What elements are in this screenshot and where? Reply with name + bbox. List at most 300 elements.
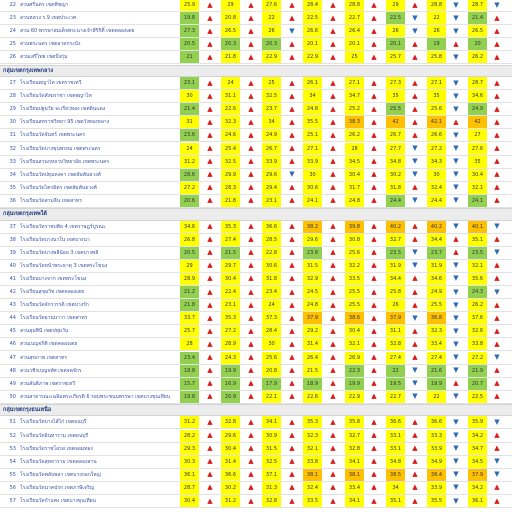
trend-up-icon: ▲	[330, 117, 336, 126]
trend-up-icon: ▲	[371, 144, 377, 153]
trend-down-icon: ▼	[453, 183, 459, 192]
pm25-value-cell: 22.7	[386, 391, 405, 403]
pm25-value-cell: 33.9	[303, 156, 322, 168]
trend-up-icon: ▲	[494, 144, 500, 153]
trend-up-icon: ▲	[207, 235, 213, 244]
trend-up-icon: ▲	[330, 26, 336, 35]
trend-up-icon: ▲	[248, 366, 254, 375]
trend-down-icon: ▼	[453, 196, 459, 205]
trend-up-icon: ▲	[494, 157, 500, 166]
trend-up-icon: ▲	[494, 444, 500, 453]
pm25-value-cell: 26.7	[386, 129, 405, 141]
pm25-value-cell: 31.4	[221, 456, 240, 468]
table-row	[0, 51, 512, 64]
station-name: โรงเรียนวัดจันทร์ เขตพระนคร	[20, 132, 86, 139]
pm25-value-cell: 32.8	[221, 416, 240, 428]
pm25-value-cell: 24	[180, 143, 199, 155]
trend-up-icon: ▲	[289, 91, 295, 100]
station-name: สวน 60 พรรษาสมเด็จพระนางเจ้าสิริกิติ์ เขตคลองเตย	[20, 28, 135, 35]
trend-up-icon: ▲	[330, 39, 336, 48]
trend-up-icon: ▲	[494, 183, 500, 192]
pm25-value-cell: 38.1	[303, 469, 322, 481]
pm25-value-cell: 22	[386, 365, 405, 377]
table-row	[0, 378, 512, 391]
station-name: โรงเรียนวัดจักรวรรดิ เขตบางรัก	[20, 302, 89, 309]
pm25-value-cell: 26	[427, 25, 446, 37]
pm25-value-cell: 28.8	[345, 0, 364, 11]
trend-up-icon: ▲	[248, 353, 254, 362]
table-row	[0, 430, 512, 443]
pm25-value-cell: 24.1	[468, 195, 487, 207]
pm25-value-cell: 25.9	[180, 0, 199, 11]
pm25-value-cell: 23.4	[180, 352, 199, 364]
trend-up-icon: ▲	[289, 13, 295, 22]
pm25-value-cell: 34	[303, 90, 322, 102]
trend-up-icon: ▲	[207, 117, 213, 126]
pm25-value-cell: 21.8	[180, 299, 199, 311]
trend-up-icon: ▲	[289, 274, 295, 283]
pm25-value-cell: 33.1	[386, 430, 405, 442]
pm25-value-cell: 28.7	[180, 482, 199, 494]
pm25-value-cell: 34.7	[345, 90, 364, 102]
station-number: 25	[9, 41, 16, 48]
table-row	[0, 234, 512, 247]
station-number: 28	[9, 93, 16, 100]
pm25-value-cell: 35.1	[468, 234, 487, 246]
pm25-value-cell: 34.6	[468, 90, 487, 102]
pm25-value-cell: 32.8	[345, 443, 364, 455]
pm25-value-cell: 33.9	[427, 482, 446, 494]
trend-up-icon: ▲	[207, 39, 213, 48]
pm25-value-cell: 27.1	[427, 77, 446, 89]
trend-up-icon: ▲	[207, 366, 213, 375]
trend-up-icon: ▲	[371, 313, 377, 322]
pm25-value-cell: 38.1	[345, 469, 364, 481]
trend-up-icon: ▲	[207, 13, 213, 22]
pm25-value-cell: 34.2	[468, 482, 487, 494]
trend-up-icon: ▲	[494, 431, 500, 440]
trend-up-icon: ▲	[371, 52, 377, 61]
group-header	[0, 65, 512, 78]
pm25-value-cell: 38.2	[303, 221, 322, 233]
station-number: 35	[9, 184, 16, 191]
trend-up-icon: ▲	[289, 287, 295, 296]
pm25-value-cell: 18.8	[180, 365, 199, 377]
trend-up-icon: ▲	[371, 78, 377, 87]
table-row	[0, 365, 512, 378]
trend-up-icon: ▲	[371, 496, 377, 505]
pm25-value-cell: 34.5	[468, 456, 487, 468]
trend-down-icon: ▼	[412, 196, 418, 205]
trend-up-icon: ▲	[289, 470, 295, 479]
pm25-value-cell: 42	[386, 116, 405, 128]
pm25-value-cell: 30.4	[221, 443, 240, 455]
table-row	[0, 156, 512, 169]
trend-up-icon: ▲	[248, 274, 254, 283]
trend-up-icon: ▲	[453, 235, 459, 244]
pm25-value-cell: 22.5	[386, 12, 405, 24]
station-number: 40	[9, 262, 16, 269]
pm25-value-cell: 31.5	[262, 443, 281, 455]
trend-up-icon: ▲	[248, 13, 254, 22]
pm25-value-cell: 27.4	[221, 234, 240, 246]
pm25-value-cell: 31.1	[386, 325, 405, 337]
trend-up-icon: ▲	[330, 274, 336, 283]
station-name: โรงเรียนวัดราชบพิธ 4 เขตราษฎร์บูรณะ	[20, 223, 106, 230]
trend-down-icon: ▼	[453, 326, 459, 335]
trend-up-icon: ▲	[289, 183, 295, 192]
pm25-value-cell: 17.9	[262, 378, 281, 390]
pm25-value-cell: 21.5	[221, 247, 240, 259]
trend-up-icon: ▲	[412, 457, 418, 466]
pm25-value-cell: 33.3	[427, 430, 446, 442]
pm25-value-cell: 33.1	[386, 443, 405, 455]
station-name: สวนสาธารณะเฉลิมพระเกียรติ 6 รอบพระชนมพรรษา เขตบางขุนเทียน	[20, 393, 171, 400]
trend-up-icon: ▲	[371, 417, 377, 426]
table-row	[0, 195, 512, 208]
pm25-value-cell: 33.9	[427, 443, 446, 455]
pm25-value-cell: 42	[468, 116, 487, 128]
pm25-value-cell: 35.5	[303, 116, 322, 128]
trend-up-icon: ▲	[494, 170, 500, 179]
pm25-value-cell: 26.8	[180, 234, 199, 246]
pm25-value-cell: 29.6	[303, 234, 322, 246]
trend-up-icon: ▲	[494, 26, 500, 35]
pm25-value-cell: 24.4	[386, 195, 405, 207]
pm25-value-cell: 37.9	[303, 312, 322, 324]
pm25-value-cell: 30.4	[221, 273, 240, 285]
pm25-value-cell: 29.6	[221, 430, 240, 442]
pm25-value-cell: 23.1	[262, 195, 281, 207]
trend-up-icon: ▲	[330, 431, 336, 440]
trend-up-icon: ▲	[371, 366, 377, 375]
trend-down-icon: ▼	[453, 157, 459, 166]
pm25-value-cell: 34.4	[427, 234, 446, 246]
trend-up-icon: ▲	[412, 417, 418, 426]
trend-down-icon: ▼	[494, 248, 500, 257]
pm25-value-cell: 32.8	[262, 495, 281, 507]
trend-up-icon: ▲	[371, 339, 377, 348]
pm25-value-cell: 20	[468, 38, 487, 50]
station-number: 39	[9, 249, 16, 256]
trend-up-icon: ▲	[207, 26, 213, 35]
trend-up-icon: ▲	[207, 130, 213, 139]
trend-up-icon: ▲	[248, 78, 254, 87]
pm25-value-cell: 25.6	[262, 352, 281, 364]
pm25-value-cell: 34.1	[345, 456, 364, 468]
trend-up-icon: ▲	[289, 39, 295, 48]
station-number: 36	[9, 197, 16, 204]
trend-up-icon: ▲	[289, 417, 295, 426]
pm25-value-cell: 26.9	[345, 352, 364, 364]
station-name: สวนสุขภาพ เขตสาทร	[20, 354, 67, 361]
pm25-value-cell: 35.3	[303, 416, 322, 428]
station-name: สวนศรีนคร เขตพิชญา	[20, 2, 69, 9]
trend-up-icon: ▲	[207, 261, 213, 270]
trend-up-icon: ▲	[494, 104, 500, 113]
trend-up-icon: ▲	[412, 326, 418, 335]
pm25-value-cell: 22.9	[303, 51, 322, 63]
pm25-value-cell: 26	[386, 25, 405, 37]
trend-up-icon: ▲	[412, 431, 418, 440]
trend-up-icon: ▲	[289, 196, 295, 205]
station-name: โรงเรียนวัดบางไส้ไก่ เขตธนบุรี	[20, 419, 87, 426]
trend-up-icon: ▲	[371, 91, 377, 100]
table-row	[0, 143, 512, 156]
trend-up-icon: ▲	[207, 274, 213, 283]
trend-up-icon: ▲	[371, 287, 377, 296]
trend-down-icon: ▼	[412, 26, 418, 35]
pm25-value-cell: 22.5	[468, 391, 487, 403]
trend-down-icon: ▼	[453, 91, 459, 100]
pm25-value-cell: 40.1	[468, 221, 487, 233]
pm25-value-cell: 28.9	[180, 273, 199, 285]
table-row	[0, 456, 512, 469]
trend-up-icon: ▲	[371, 392, 377, 401]
trend-down-icon: ▼	[453, 457, 459, 466]
pm25-value-cell: 40.2	[427, 221, 446, 233]
pm25-value-cell: 22	[427, 12, 446, 24]
pm25-value-cell: 34.3	[427, 156, 446, 168]
trend-up-icon: ▲	[330, 379, 336, 388]
trend-up-icon: ▲	[412, 222, 418, 231]
pm25-value-cell: 25.4	[221, 143, 240, 155]
pm25-value-cell: 19.8	[180, 12, 199, 24]
pm25-value-cell: 35.6	[468, 273, 487, 285]
station-name: สวนสันติภาพ เขตราชเทวี	[20, 380, 76, 387]
pm25-value-cell: 35	[468, 156, 487, 168]
station-name: สวนลุมพินี เขตปทุมวัน	[20, 328, 69, 335]
table-row	[0, 221, 512, 234]
pm25-value-cell: 26.4	[345, 25, 364, 37]
pm25-value-cell: 31.2	[180, 416, 199, 428]
station-name: โรงเรียนวัดสุทธาราม เขตคลองสาน	[20, 458, 97, 465]
trend-up-icon: ▲	[330, 144, 336, 153]
station-number: 34	[9, 171, 16, 178]
trend-up-icon: ▲	[330, 287, 336, 296]
table-row	[0, 77, 512, 90]
trend-up-icon: ▲	[453, 117, 459, 126]
trend-up-icon: ▲	[494, 326, 500, 335]
station-number: 27	[9, 80, 16, 87]
trend-up-icon: ▲	[289, 261, 295, 270]
trend-down-icon: ▼	[453, 353, 459, 362]
trend-up-icon: ▲	[207, 287, 213, 296]
pm25-value-cell: 31.9	[386, 260, 405, 272]
pm25-value-cell: 39.8	[345, 221, 364, 233]
trend-up-icon: ▲	[207, 379, 213, 388]
table-row	[0, 443, 512, 456]
pm25-value-cell: 30.6	[262, 260, 281, 272]
pm25-value-cell: 40.2	[386, 221, 405, 233]
pm25-value-cell: 22.6	[303, 391, 322, 403]
station-name: สวนวชิรเบญจทัศ เขตจตุจักร	[20, 367, 82, 374]
trend-down-icon: ▼	[453, 444, 459, 453]
station-name: โรงเรียนวัดบางขุนพรหม เขตพระนคร	[20, 145, 101, 152]
trend-up-icon: ▲	[330, 392, 336, 401]
trend-down-icon: ▼	[453, 26, 459, 35]
station-number: 50	[9, 393, 16, 400]
table-row	[0, 352, 512, 365]
trend-up-icon: ▲	[207, 470, 213, 479]
trend-up-icon: ▲	[248, 392, 254, 401]
station-number: 54	[9, 458, 16, 465]
trend-up-icon: ▲	[330, 78, 336, 87]
trend-down-icon: ▼	[453, 222, 459, 231]
station-number: 26	[9, 54, 16, 61]
table-row	[0, 247, 512, 260]
trend-up-icon: ▲	[248, 444, 254, 453]
trend-up-icon: ▲	[494, 13, 500, 22]
pm25-value-cell: 24.3	[468, 286, 487, 298]
group-header	[0, 404, 512, 417]
trend-up-icon: ▲	[330, 52, 336, 61]
pm25-value-cell: 33.4	[345, 482, 364, 494]
trend-up-icon: ▲	[289, 457, 295, 466]
station-name: โรงเรียนวัดปทุมคงคา เขตสัมพันธวงศ์	[20, 171, 101, 178]
trend-up-icon: ▲	[494, 339, 500, 348]
pm25-value-cell: 25	[345, 51, 364, 63]
station-number: 45	[9, 328, 16, 335]
pm25-value-cell: 31.4	[303, 338, 322, 350]
trend-up-icon: ▲	[207, 0, 213, 9]
trend-up-icon: ▲	[289, 78, 295, 87]
pm25-value-cell: 24.8	[303, 299, 322, 311]
station-name: โรงเรียนวัดยานนาวา เขตสาทร	[20, 315, 88, 322]
pm25-value-cell: 32.1	[303, 443, 322, 455]
pm25-value-cell: 31.9	[427, 260, 446, 272]
pm25-value-cell: 21.5	[303, 365, 322, 377]
trend-up-icon: ▲	[371, 117, 377, 126]
pm25-value-cell: 32.3	[221, 116, 240, 128]
pm25-value-cell: 22.9	[345, 391, 364, 403]
trend-up-icon: ▲	[453, 248, 459, 257]
station-name: โรงเรียนวัดอินทาราม เขตธนบุรี	[20, 432, 89, 439]
pm25-value-cell: 32.1	[468, 260, 487, 272]
trend-up-icon: ▲	[412, 0, 418, 9]
trend-up-icon: ▲	[494, 366, 500, 375]
trend-down-icon: ▼	[453, 392, 459, 401]
trend-up-icon: ▲	[453, 39, 459, 48]
pm25-value-cell: 32.9	[303, 273, 322, 285]
pm25-value-cell: 21.4	[468, 12, 487, 24]
trend-up-icon: ▲	[330, 483, 336, 492]
pm25-value-cell: 27.7	[386, 143, 405, 155]
trend-down-icon: ▼	[494, 457, 500, 466]
trend-up-icon: ▲	[207, 104, 213, 113]
table-row	[0, 90, 512, 103]
trend-up-icon: ▲	[371, 326, 377, 335]
pm25-value-cell: 31.8	[386, 182, 405, 194]
pm25-value-cell: 26.2	[468, 299, 487, 311]
station-number: 47	[9, 354, 16, 361]
pm25-value-cell: 22	[262, 12, 281, 24]
pm25-value-cell: 25.7	[386, 51, 405, 63]
trend-up-icon: ▲	[330, 339, 336, 348]
pm25-value-cell: 21.2	[180, 286, 199, 298]
trend-down-icon: ▼	[412, 313, 418, 322]
pm25-value-cell: 23.1	[180, 77, 199, 89]
station-name: สวนเสรีไทย เขตบึงกุ่ม	[20, 54, 68, 61]
pm25-value-cell: 33.7	[180, 312, 199, 324]
station-name: โรงเรียนวัดสามจีน เขตสาทร	[20, 197, 82, 204]
station-number: 38	[9, 236, 16, 243]
trend-down-icon: ▼	[412, 379, 418, 388]
pm25-value-cell: 26.2	[468, 51, 487, 63]
table-row	[0, 103, 512, 116]
trend-up-icon: ▲	[371, 170, 377, 179]
trend-up-icon: ▲	[494, 39, 500, 48]
trend-up-icon: ▲	[330, 366, 336, 375]
pm25-value-cell: 30.3	[180, 456, 199, 468]
station-name: โรงเรียนวัดบางนาใน เขตบางนา	[20, 236, 90, 243]
trend-down-icon: ▼	[453, 170, 459, 179]
station-number: 33	[9, 158, 16, 165]
trend-up-icon: ▲	[207, 300, 213, 309]
trend-up-icon: ▲	[207, 392, 213, 401]
pm25-value-cell: 36.1	[180, 469, 199, 481]
trend-up-icon: ▲	[371, 26, 377, 35]
table-row	[0, 391, 512, 404]
pm25-value-cell: 31.5	[303, 260, 322, 272]
pm25-value-cell: 33.9	[262, 156, 281, 168]
station-number: 32	[9, 145, 16, 152]
trend-up-icon: ▲	[207, 313, 213, 322]
trend-up-icon: ▲	[289, 339, 295, 348]
trend-up-icon: ▲	[494, 117, 500, 126]
pm25-value-cell: 28	[180, 338, 199, 350]
pm25-value-cell: 25.8	[386, 286, 405, 298]
pm25-value-cell: 30.9	[262, 430, 281, 442]
pm25-value-cell: 24.9	[427, 286, 446, 298]
pm25-value-cell: 18.9	[303, 378, 322, 390]
pm25-value-cell: 35.3	[221, 312, 240, 324]
trend-down-icon: ▼	[453, 0, 459, 9]
pm25-value-cell: 26.5	[221, 25, 240, 37]
trend-down-icon: ▼	[494, 470, 500, 479]
pm25-value-cell: 37.1	[262, 469, 281, 481]
station-number: 53	[9, 445, 16, 452]
pm25-value-cell: 35	[386, 90, 405, 102]
trend-up-icon: ▲	[494, 261, 500, 270]
trend-up-icon: ▲	[330, 353, 336, 362]
table-row	[0, 12, 512, 25]
trend-up-icon: ▲	[289, 235, 295, 244]
pm25-value-cell: 30	[180, 90, 199, 102]
trend-up-icon: ▲	[289, 483, 295, 492]
trend-down-icon: ▼	[453, 470, 459, 479]
trend-down-icon: ▼	[453, 130, 459, 139]
trend-up-icon: ▲	[289, 366, 295, 375]
trend-down-icon: ▼	[453, 261, 459, 270]
station-number: 56	[9, 484, 16, 491]
pm25-value-cell: 38.5	[386, 469, 405, 481]
trend-up-icon: ▲	[289, 444, 295, 453]
trend-up-icon: ▲	[289, 144, 295, 153]
station-name: สวนพระนคร เขตลาดกระบัง	[20, 41, 81, 48]
trend-up-icon: ▲	[207, 196, 213, 205]
station-name: โรงเรียนวัดไตรมิตร เขตสัมพันธวงศ์	[20, 184, 97, 191]
pm25-value-cell: 15.7	[180, 378, 199, 390]
trend-up-icon: ▲	[371, 130, 377, 139]
trend-up-icon: ▲	[207, 222, 213, 231]
table-row	[0, 325, 512, 338]
trend-up-icon: ▲	[412, 91, 418, 100]
trend-up-icon: ▲	[248, 222, 254, 231]
pm25-value-cell: 24.9	[468, 103, 487, 115]
trend-up-icon: ▲	[330, 13, 336, 22]
trend-up-icon: ▲	[207, 183, 213, 192]
